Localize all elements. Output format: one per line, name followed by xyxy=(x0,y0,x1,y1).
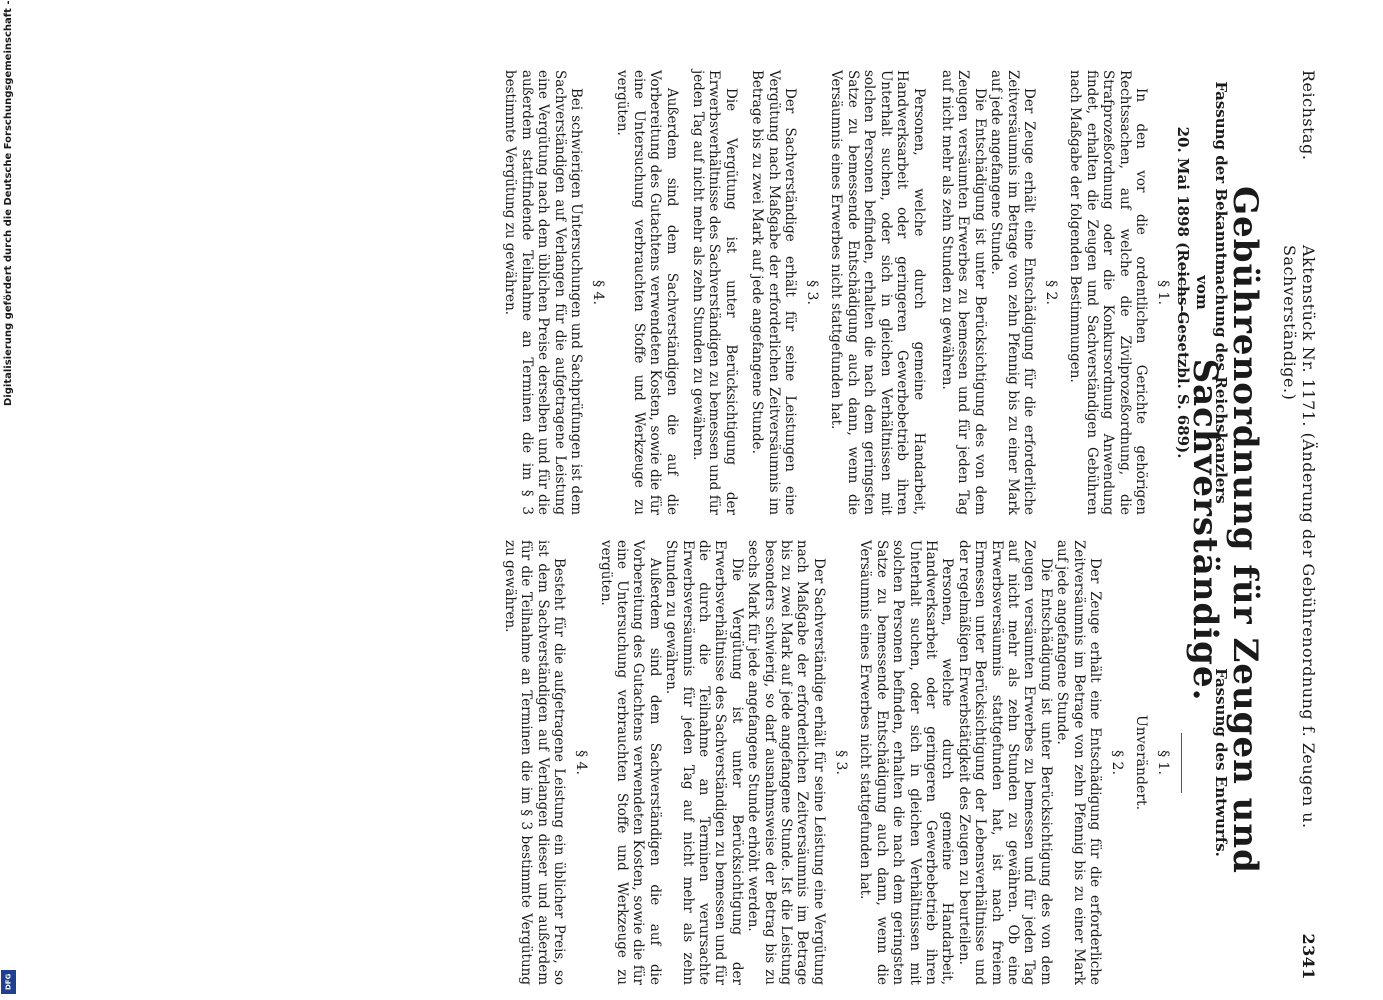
section-4-label: § 4. xyxy=(590,280,607,305)
page-number: 2341 xyxy=(1299,933,1318,980)
section-2-label: § 2. xyxy=(1042,280,1059,305)
section-3-para-2: Die Vergütung ist unter Berücksichtigung der Erwerbsverhältnisse des Sachverständigen zu bemessen und für die durch die Teilnahme an Terminen verursachte Erwerbsversäumnis für jeden Tag auf nicht mehr als zehn Stunden zu gewähren. xyxy=(663,540,745,985)
page-header xyxy=(1280,70,1322,980)
section-1-label: § 1. xyxy=(1155,750,1171,775)
section-3-para-3: Außerdem sind dem Sachverständigen die auf die Vorbereitung des Gutachtens verwendeten Kosten, sowie die für eine Untersuchung verbrauchten Stoffe und Werkzeuge zu vergüten. xyxy=(597,540,663,985)
section-4-label: § 4. xyxy=(573,750,590,775)
section-3-para-1: Der Sachverständige erhält für seine Leistungen eine Vergütung nach Maßgabe der erforderlichen Zeitversäumnis im Betrage bis zu zwei Mark auf jede angefangene Stunde. xyxy=(749,70,799,515)
section-4-para-1: Besteht für die aufgetragene Leistung ein üblicher Preis, so ist dem Sachverständigen auf Verlangen dieser und außerdem für die Teilnahme an Terminen die im § 3 bestimmte Vergütung zu gewähren. xyxy=(502,540,568,985)
header-left: Reichstag. xyxy=(1299,70,1318,161)
page-title: Gebührenordnung für Zeugen und Sachverständige. xyxy=(1185,186,1265,874)
section-3-para-3: Außerdem sind dem Sachverständigen die auf die Vorbereitung des Gutachtens verwendeten Kosten, sowie die für eine Untersuchung verbrauchten Stoffe und Werkzeuge zu vergüten. xyxy=(614,70,680,515)
section-2-para-1: Der Zeuge erhält eine Entschädigung für die erforderliche Zeitversäumnis im Betrage von zehn Pfennig bis zu einer Mark auf jede angefangene Stunde. xyxy=(1054,540,1103,985)
left-heading-line2: 20. Mai 1898 (Reichs-Gesetzbl. S. 689). xyxy=(1174,126,1192,459)
dfg-logo: DFG xyxy=(1,970,16,994)
section-3-para-2: Die Vergütung ist unter Berücksichtigung der Erwerbsverhältnisse des Sachverständigen zu bemessen und für jeden Tag auf nicht mehr als zehn Stunden zu gewähren. xyxy=(690,70,739,515)
right-column-heading: Fassung des Entwurfs. xyxy=(1212,668,1230,857)
section-3-para-1: Der Sachverständige erhält für seine Leistung eine Vergütung nach Maßgabe der erforderlichen Zeitversäumnis im Betrage bis zu zwei Mark auf jede angefangene Stunde. Ist die Leistung besonders schwierig, so darf ausnahmsweise der Betrag bis zu sechs Mark für jede angefangene Stunde erhöht werden. xyxy=(745,540,827,985)
right-column xyxy=(502,540,1230,985)
section-2-para-3: Personen, welche durch gemeine Handarbeit, Handwerksarbeit oder geringeren Gewerbebetrieb ihren Unterhalt suchen, oder sich in gleichen Verhältnissen mit solchen Personen befinden, erhalten die nach dem geringsten Satze zu bemessende Entschädigung auch dann, wenn die Versäumnis eines Erwerbes nicht stattgefunden hat. xyxy=(857,540,956,985)
section-1-unchanged: Unverändert. xyxy=(1133,714,1149,811)
left-column xyxy=(502,70,1230,515)
header-center: Aktenstück Nr. 1171. (Änderung der Gebührenordnung f. Zeugen u. Sachverständige.) xyxy=(1280,245,1318,829)
digitization-credit-sidebar xyxy=(0,0,18,1000)
section-2-para-2: Die Entschädigung ist unter Berücksichtigung des von dem Zeugen versäumten Erwerbes zu bemessen und für jeden Tag auf nicht mehr als zehn Stunden zu gewähren. xyxy=(938,70,988,515)
section-2-para-1: Der Zeuge erhält eine Entschädigung für die erforderliche Zeitversäumnis im Betrage von zehn Pfennig bis zu einer Mark auf jede angefangene Stunde. xyxy=(988,70,1037,515)
section-4-para-1: Bei schwierigen Untersuchungen und Sachprüfungen ist dem Sachverständigen auf Verlangen für die aufgetragene Leistung eine Vergütung nach dem üblichen Preise derselben und für die außerdem stattfindende Teilnahme an Terminen die im § 3 bestimmte Vergütung zu gewähren. xyxy=(502,70,585,515)
section-2-para-3: Personen, welche durch gemeine Handarbeit, Handwerksarbeit oder geringeren Gewerbebetrieb ihren Unterhalt suchen, oder sich in gleichen Verhältnissen mit solchen Personen befinden, erhalten die nach dem geringsten Satze zu bemessende Entschädigung auch dann, wenn die Versäumnis eines Erwerbes nicht stattgefunden hat. xyxy=(828,70,927,515)
section-2-para-2: Die Entschädigung ist unter Berücksichtigung des von dem Zeugen versäumten Erwerbes zu bemessen und für jeden Tag auf nicht mehr als zehn Stunden zu gewähren. Ob eine Erwerbsversäumnis stattgefunden hat, ist nach freiem Ermessen unter Berücksichtigung der Lebensverhältnisse und der regelmäßigen Erwerbstätigkeit des Zeugen zu beurteilen. xyxy=(955,540,1054,985)
left-heading-line1: Fassung der Bekanntmachung des Reichskanzlers vom xyxy=(1193,81,1230,504)
section-3-label: § 3. xyxy=(832,750,849,775)
credit-text: Digitalisierung gefördert durch die Deutsche Forschungsgemeinschaft - xyxy=(3,0,14,406)
section-1-label: § 1. xyxy=(1155,280,1171,305)
left-column-heading xyxy=(1174,70,1230,515)
heading-rule xyxy=(1181,733,1182,793)
section-1-text: In den vor die ordentlichen Gerichte gehörigen Rechtssachen, auf welche die Zivilprozeßordnung, die Strafprozeßordnung oder die Konkursordnung Anwendung findet, erhalten die Zeugen und Sachverständigen Gebühren nach Maßgabe der folgenden Bestimmungen. xyxy=(1067,70,1149,515)
section-3-label: § 3. xyxy=(804,280,821,305)
section-2-label: § 2. xyxy=(1109,750,1125,775)
